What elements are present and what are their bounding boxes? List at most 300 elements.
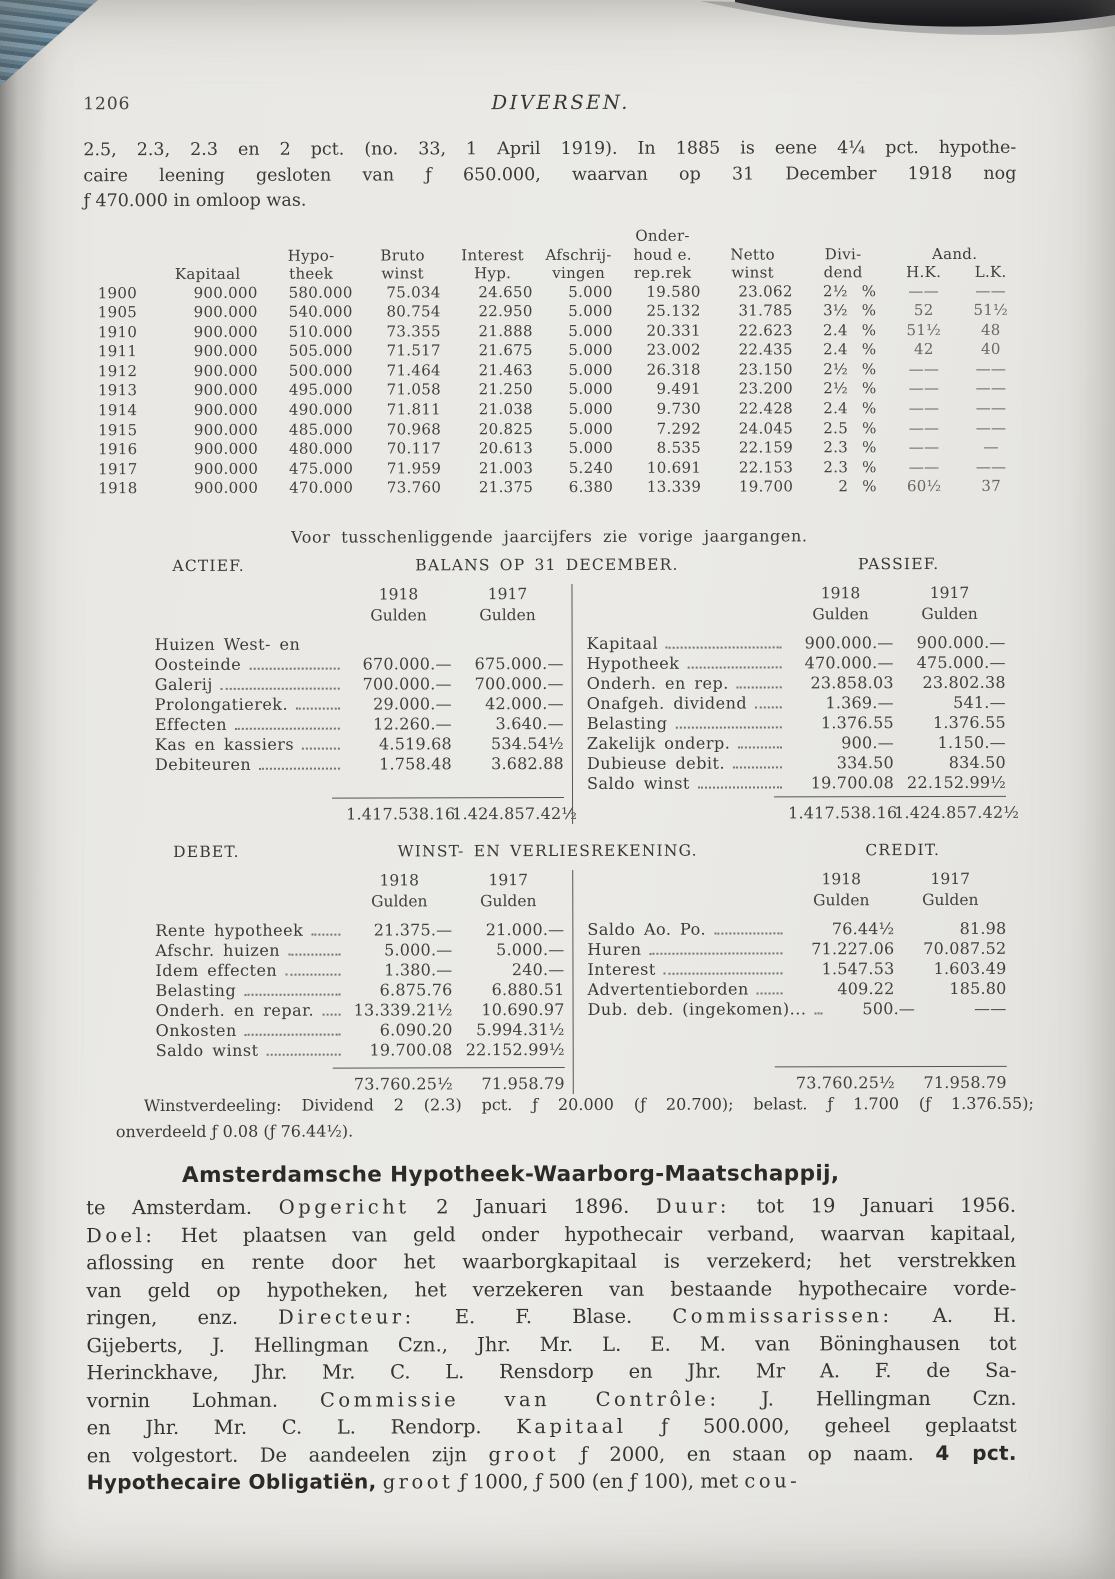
dotted-leader bbox=[714, 932, 782, 934]
cell: 9.730 bbox=[656, 399, 702, 418]
balance-actief bbox=[84, 584, 578, 825]
dotted-leader bbox=[737, 686, 782, 688]
cell: 20.825 bbox=[478, 419, 534, 438]
cell: 21.375 bbox=[478, 478, 534, 497]
col-header-winst-netto: winst bbox=[731, 263, 774, 282]
company-line bbox=[87, 1412, 1017, 1442]
credit-total-1918: 73.760.25½ bbox=[795, 1073, 895, 1093]
line-item bbox=[587, 939, 1006, 960]
line-item bbox=[587, 733, 1006, 754]
cell: 24.045 bbox=[738, 419, 794, 438]
company-line bbox=[87, 1467, 1017, 1497]
cell: 475.000 bbox=[288, 459, 354, 478]
col-header-bruto: Bruto bbox=[380, 245, 425, 264]
value-1917: 5.000.— bbox=[496, 939, 565, 960]
value-1918: 5.000.— bbox=[384, 940, 453, 960]
winstverdeeling-paragraph bbox=[86, 1091, 1034, 1145]
item-label: Kas en kassiers bbox=[154, 734, 295, 755]
cell: 1911 bbox=[97, 342, 138, 361]
total-rule bbox=[774, 796, 1006, 798]
text-segment: E. F. Blase. bbox=[414, 1304, 673, 1329]
value-1917: 700.000.— bbox=[474, 673, 564, 694]
cell: 51½ bbox=[906, 320, 942, 339]
text-segment: en volgestort. De aandeelen zijn bbox=[86, 1442, 489, 1467]
cell: 70.968 bbox=[386, 419, 442, 439]
value-1918: 12.260.— bbox=[373, 714, 452, 734]
dotted-leader bbox=[267, 1054, 341, 1056]
col-header-reprek: rep.rek bbox=[633, 263, 692, 282]
cell: 21.675 bbox=[478, 341, 533, 360]
cell: 540.000 bbox=[288, 302, 353, 321]
item-label: Prolongatierek. bbox=[154, 694, 289, 715]
year-row bbox=[94, 281, 1024, 303]
text-segment: Directeur: bbox=[278, 1305, 415, 1329]
text-segment: cou- bbox=[744, 1469, 801, 1493]
year-row bbox=[94, 360, 1024, 382]
total-rule bbox=[332, 797, 564, 799]
cell: 60½ bbox=[906, 477, 942, 496]
cell: 2.4 bbox=[823, 320, 848, 339]
value-1918: 1.376.55 bbox=[820, 713, 894, 733]
year-row bbox=[94, 418, 1024, 440]
cell: 22.153 bbox=[738, 458, 794, 477]
text-segment: ƒ 2000, en staan op naam. bbox=[559, 1441, 936, 1466]
cell: 1913 bbox=[97, 381, 138, 400]
cell: % bbox=[862, 477, 877, 496]
cell: 900.000 bbox=[193, 459, 259, 478]
value-1918: 334.50 bbox=[836, 753, 894, 773]
dotted-leader bbox=[296, 708, 340, 710]
cell: 52 bbox=[913, 301, 934, 320]
cell: 22.950 bbox=[478, 302, 533, 321]
cell: 2.3 bbox=[823, 458, 849, 477]
cell: 71.811 bbox=[386, 400, 442, 419]
text-segment: vornin Lohman. bbox=[86, 1388, 320, 1412]
value-1917: 70.087.52 bbox=[923, 938, 1007, 959]
cell: —— bbox=[908, 281, 940, 300]
pnl-credit bbox=[572, 869, 1011, 1094]
dotted-leader bbox=[221, 688, 340, 690]
col-header-lk: L.K. bbox=[974, 262, 1007, 281]
cell: 505.000 bbox=[288, 341, 353, 360]
actief-label: ACTIEF. bbox=[172, 556, 245, 576]
line-item bbox=[587, 919, 1006, 940]
value-1917: 5.994.31½ bbox=[476, 1019, 565, 1040]
line-item bbox=[155, 654, 564, 675]
value-1918: 900.— bbox=[841, 733, 894, 753]
cell: —— bbox=[908, 457, 940, 476]
text-segment: groot bbox=[382, 1470, 454, 1494]
year-row bbox=[94, 301, 1024, 323]
value-1918: 1.369.— bbox=[825, 693, 894, 713]
cell: 20.613 bbox=[478, 439, 534, 458]
col-header-netto: Netto bbox=[730, 244, 775, 264]
value-1917: 185.80 bbox=[949, 978, 1007, 998]
cell: 23.200 bbox=[738, 379, 793, 398]
value-1918: 21.375.— bbox=[373, 920, 453, 940]
text-segment: van geld op hypotheken, het verzekeren van bestaande hypothecaire vorde- bbox=[86, 1276, 1017, 1302]
value-1918: 19.700.08 bbox=[369, 1040, 453, 1060]
cell: 1915 bbox=[98, 420, 138, 439]
cell: 7.292 bbox=[656, 419, 702, 438]
cell: —— bbox=[975, 457, 1007, 476]
cell: 22.435 bbox=[738, 340, 793, 359]
winstverdeeling-line: Winstverdeeling: Dividend 2 (2.3) pct. ƒ 20.000 (ƒ 20.700); belast. ƒ 1.700 (ƒ 1.376.55); bbox=[143, 1093, 1034, 1116]
cell: % bbox=[862, 438, 877, 457]
balance-passief-items bbox=[587, 633, 1006, 794]
total-rule bbox=[333, 1067, 565, 1069]
cell: 5.000 bbox=[568, 360, 613, 379]
line-item bbox=[587, 959, 1006, 980]
cell: 22.159 bbox=[738, 438, 794, 457]
cell: 22.623 bbox=[738, 321, 793, 340]
year-row bbox=[94, 458, 1024, 480]
cell: 900.000 bbox=[193, 342, 258, 361]
dotted-leader bbox=[285, 974, 340, 976]
cell: 900.000 bbox=[193, 361, 258, 380]
cell: —— bbox=[975, 379, 1007, 398]
company-paragraph bbox=[86, 1159, 1017, 1497]
cell: 70.117 bbox=[386, 439, 442, 458]
text-segment: groot bbox=[488, 1442, 560, 1466]
actief-column-headers bbox=[154, 584, 563, 631]
cell: 900.000 bbox=[194, 479, 259, 498]
intro-line: caire leening gesloten van ƒ 650.000, waarvan op 31 December 1918 nog bbox=[83, 163, 1017, 186]
col-1917: 1917 Gulden bbox=[479, 585, 536, 625]
value-1918: 29.000.— bbox=[373, 694, 452, 714]
actief-totals bbox=[155, 802, 578, 825]
col-1918: 1918 Gulden bbox=[370, 585, 427, 625]
cell: 71.058 bbox=[386, 380, 441, 399]
cell: — bbox=[983, 438, 999, 457]
company-line bbox=[86, 1247, 1016, 1277]
page-number: 1206 bbox=[83, 94, 131, 115]
passief-label: PASSIEF. bbox=[857, 554, 940, 574]
item-label: Onkosten bbox=[155, 1020, 237, 1041]
cell: 900.000 bbox=[193, 381, 258, 400]
line-item bbox=[155, 960, 564, 981]
cell: 5.000 bbox=[568, 301, 613, 321]
line-item bbox=[155, 754, 564, 775]
cell: 5.000 bbox=[568, 380, 613, 399]
cell: —— bbox=[975, 418, 1007, 437]
cell: 5.000 bbox=[568, 419, 614, 438]
cell: % bbox=[862, 458, 877, 477]
item-label: Idem effecten bbox=[155, 960, 278, 981]
company-line bbox=[86, 1274, 1016, 1304]
cell: 1900 bbox=[97, 283, 138, 302]
balance-titles bbox=[84, 555, 1009, 581]
text-segment: te Amsterdam. bbox=[86, 1195, 279, 1220]
cell: 2½ bbox=[823, 360, 848, 379]
cell: 23.150 bbox=[738, 360, 793, 379]
intro-line: 2.5, 2.3, 2.3 en 2 pct. (no. 33, 1 April 1919). In 1885 is eene 4¼ pct. hypothe- bbox=[83, 137, 1017, 161]
credit-label: CREDIT. bbox=[865, 840, 941, 860]
item-label: Galerij bbox=[154, 674, 213, 695]
running-title: DIVERSEN. bbox=[491, 90, 630, 115]
value-1917: 21.000.— bbox=[485, 919, 565, 940]
cell: 2½ bbox=[823, 379, 848, 398]
value-1917: 6.880.51 bbox=[491, 979, 565, 1000]
value-1917: —— bbox=[974, 998, 1007, 1018]
passief-total-1917: 1.424.857.42½ bbox=[894, 802, 1020, 823]
cell: 23.002 bbox=[646, 340, 701, 360]
text-segment: Kapitaal bbox=[516, 1414, 627, 1439]
cell: 5.000 bbox=[568, 321, 613, 340]
col-header-hk: H.K. bbox=[906, 262, 942, 282]
value-1917: 3.640.— bbox=[495, 713, 564, 734]
text-segment: ƒ 500.000, geheel geplaatst bbox=[626, 1413, 1017, 1438]
cell: 2.4 bbox=[823, 340, 848, 359]
value-1917: 23.802.38 bbox=[922, 672, 1006, 693]
value-1918: 6.090.20 bbox=[379, 1020, 453, 1040]
intro-paragraph bbox=[83, 136, 1016, 215]
line-item bbox=[155, 674, 564, 695]
line-item bbox=[155, 940, 564, 961]
col-header-afschrij: Afschrij- bbox=[545, 245, 612, 264]
line-item bbox=[587, 653, 1006, 674]
dotted-leader bbox=[259, 768, 340, 770]
item-label: Oosteinde bbox=[154, 654, 242, 675]
col-header-aand: Aand. bbox=[931, 244, 978, 263]
text-segment: tot 19 Januari 1956. bbox=[729, 1193, 1017, 1218]
col-header-kapitaal: Kapitaal bbox=[174, 264, 241, 284]
cell: 71.517 bbox=[386, 341, 441, 360]
cell: % bbox=[861, 340, 877, 359]
cell: 21.888 bbox=[478, 321, 533, 340]
cell: 24.650 bbox=[478, 282, 533, 301]
dotted-leader bbox=[814, 1012, 822, 1014]
cell: 580.000 bbox=[288, 283, 353, 302]
dotted-leader bbox=[733, 766, 782, 768]
text-segment: aflossing en rente door het waarborgkapitaal is verzekerd; het verstrekken bbox=[86, 1248, 1017, 1275]
value-1918: 670.000.— bbox=[362, 654, 452, 674]
company-line bbox=[86, 1329, 1016, 1359]
year-row bbox=[94, 399, 1024, 421]
line-item bbox=[155, 714, 564, 735]
text-segment: Doel: bbox=[86, 1223, 156, 1247]
line-item bbox=[587, 693, 1006, 714]
text-segment: Gijeberts, J. Hellingman Czn., Jhr. Mr. L. E. M. van Böninghausen tot bbox=[86, 1331, 1017, 1357]
line-item bbox=[156, 1020, 565, 1041]
col-1917: 1917 Gulden bbox=[480, 871, 537, 911]
cell: 19.580 bbox=[646, 282, 701, 301]
value-1917: 42.000.— bbox=[485, 693, 564, 714]
col-header-hyp: Hyp. bbox=[474, 264, 512, 283]
value-1918: 1.547.53 bbox=[821, 959, 895, 979]
year-row bbox=[94, 379, 1024, 401]
dotted-leader bbox=[666, 646, 782, 648]
item-label: Belasting bbox=[155, 980, 237, 1001]
col-header-interest: Interest bbox=[461, 245, 524, 264]
text-segment: 2 Januari 1896. bbox=[409, 1194, 656, 1219]
dotted-leader bbox=[755, 706, 782, 708]
debet-column-headers bbox=[155, 870, 564, 917]
company-line bbox=[86, 1302, 1016, 1332]
cell: 1910 bbox=[97, 322, 138, 341]
cell: 40 bbox=[980, 340, 1001, 359]
debet-total-1917: 71.958.79 bbox=[481, 1073, 565, 1094]
intro-line: ƒ 470.000 in omloop was. bbox=[83, 190, 307, 212]
item-label: Debiteuren bbox=[154, 754, 252, 775]
value-1917: 534.54½ bbox=[490, 733, 564, 754]
dotted-leader bbox=[245, 1034, 341, 1036]
cell: 900.000 bbox=[193, 283, 258, 302]
dotted-leader bbox=[738, 746, 782, 748]
balance-passief bbox=[571, 583, 1020, 824]
line-item bbox=[587, 979, 1006, 1000]
value-1917: 834.50 bbox=[948, 752, 1006, 772]
cell: 900.000 bbox=[193, 302, 258, 322]
cell: 3½ bbox=[823, 301, 848, 320]
item-label: Saldo winst bbox=[155, 1040, 259, 1061]
balance-section bbox=[84, 554, 1020, 825]
value-1918: 76.44½ bbox=[831, 919, 895, 939]
cell: 5.240 bbox=[568, 458, 614, 477]
cell: 80.754 bbox=[386, 302, 441, 321]
actief-total-1918: 1.417.538.16 bbox=[346, 804, 456, 824]
cell: 1905 bbox=[97, 303, 138, 322]
line-item bbox=[156, 1000, 565, 1021]
value-1917: 240.— bbox=[511, 959, 565, 980]
cell: 25.132 bbox=[646, 301, 701, 320]
cell: 480.000 bbox=[288, 439, 354, 458]
cell: 900.000 bbox=[193, 440, 259, 459]
line-item bbox=[155, 694, 564, 715]
cell: —— bbox=[908, 379, 940, 398]
cell: 42 bbox=[913, 340, 934, 359]
col-1917: 1917 Gulden bbox=[922, 869, 979, 910]
cell: 900.000 bbox=[193, 420, 259, 439]
text-segment: Commissie van Contrôle: bbox=[319, 1387, 720, 1412]
cell: 2.4 bbox=[823, 399, 849, 418]
cell: % bbox=[861, 301, 877, 320]
item-label: Onderh. en rep. bbox=[586, 673, 729, 693]
item-label: Onafgeh. dividend bbox=[586, 693, 748, 713]
text-segment: Opgericht bbox=[278, 1195, 410, 1219]
col-1918: 1918 Gulden bbox=[371, 871, 428, 911]
cell: 900.000 bbox=[193, 400, 259, 420]
text-segment: ƒ 1000, ƒ 500 (en ƒ 100), met bbox=[453, 1469, 745, 1494]
value-1917: 1.150.— bbox=[937, 732, 1006, 753]
cell: —— bbox=[975, 281, 1007, 300]
value-1917: 10.690.97 bbox=[481, 999, 565, 1020]
text-segment: Duur: bbox=[655, 1194, 731, 1218]
value-1918: 1.380.— bbox=[384, 960, 453, 980]
cell: 490.000 bbox=[288, 400, 354, 419]
value-1917: 541.— bbox=[953, 692, 1006, 712]
value-1918: 1.758.48 bbox=[379, 754, 452, 774]
value-1918: 13.339.21½ bbox=[353, 1000, 453, 1020]
total-rule bbox=[775, 1066, 1007, 1068]
cell: 2½ bbox=[822, 281, 848, 300]
cell: 31.785 bbox=[738, 301, 793, 320]
text-segment: Het plaatsen van geld onder hypothecair verband, waarvan kapitaal, bbox=[155, 1221, 1017, 1247]
col-header-dend: dend bbox=[823, 263, 863, 282]
pnl-title: WINST- EN VERLIESREKENING. bbox=[397, 841, 698, 861]
cell: 23.062 bbox=[738, 281, 793, 301]
dotted-leader bbox=[664, 972, 783, 974]
value-1917: 3.682.88 bbox=[491, 753, 564, 774]
cell: 2.5 bbox=[823, 418, 849, 437]
item-label: Rente hypotheek bbox=[155, 920, 304, 941]
value-1917: 22.152.99½ bbox=[465, 1039, 565, 1060]
text-segment: Commissarissen: bbox=[672, 1304, 893, 1328]
dotted-leader bbox=[687, 666, 781, 668]
cell: 22.428 bbox=[738, 399, 794, 418]
item-label: Saldo winst bbox=[586, 773, 690, 793]
cell: 9.491 bbox=[656, 380, 701, 399]
cell: 75.034 bbox=[386, 282, 441, 301]
cell: 37 bbox=[981, 477, 1002, 496]
dotted-leader bbox=[757, 992, 783, 994]
col-header-vingen: vingen bbox=[552, 263, 606, 283]
dotted-leader bbox=[244, 994, 340, 996]
line-item bbox=[587, 753, 1006, 774]
year-row bbox=[94, 438, 1024, 460]
value-1918: 500.— bbox=[862, 999, 916, 1019]
cell: 13.339 bbox=[646, 478, 702, 497]
dotted-leader bbox=[249, 668, 340, 670]
item-label: Interest bbox=[587, 959, 656, 979]
cell: 51½ bbox=[973, 300, 1009, 320]
line-item bbox=[156, 1040, 565, 1061]
text-segment: 4 pct. bbox=[935, 1440, 1017, 1465]
line-item bbox=[587, 773, 1006, 794]
year-table-body bbox=[94, 281, 1025, 499]
text-segment: Herinckhave, Jhr. Mr. C. L. Rensdorp en Jhr. Mr A. F. de Sa- bbox=[86, 1358, 1017, 1385]
line-item bbox=[587, 673, 1006, 694]
company-line bbox=[86, 1357, 1016, 1387]
cell: 470.000 bbox=[289, 478, 354, 498]
winstverdeeling-line: onverdeeld ƒ 0.08 (ƒ 76.44½). bbox=[115, 1121, 354, 1142]
cell: 1914 bbox=[97, 401, 138, 420]
cell: 495.000 bbox=[288, 381, 353, 400]
cell: 1918 bbox=[98, 479, 138, 498]
year-row bbox=[94, 340, 1024, 362]
value-1917: 22.152.99½ bbox=[907, 772, 1007, 793]
value-1917: 675.000.— bbox=[474, 653, 564, 674]
value-1917: 1.603.49 bbox=[933, 958, 1007, 979]
text-segment: ringen, enz. bbox=[86, 1305, 279, 1330]
col-header-hypo: Hypo- bbox=[287, 246, 335, 265]
value-1917: 475.000.— bbox=[916, 652, 1006, 673]
line-item bbox=[588, 999, 1007, 1020]
text-segment: Hypothecaire Obligatiën, bbox=[86, 1469, 377, 1495]
col-header-divi: Divi- bbox=[824, 244, 862, 263]
cell: 2 bbox=[838, 477, 849, 496]
value-1918: 23.858.03 bbox=[810, 673, 894, 693]
company-lines bbox=[86, 1192, 1017, 1497]
cell: % bbox=[862, 418, 877, 437]
passief-column-headers bbox=[586, 583, 1005, 630]
cell: 900.000 bbox=[193, 322, 258, 341]
cell: 5.000 bbox=[568, 341, 613, 360]
cell: 48 bbox=[980, 320, 1001, 339]
running-header bbox=[83, 90, 1038, 119]
cell: 1917 bbox=[98, 459, 138, 479]
item-label: Dub. deb. (ingekomen)... bbox=[587, 999, 807, 1019]
value-1918: 900.000.— bbox=[804, 633, 894, 653]
company-heading: Amsterdamsche Hypotheek-Waarborg-Maatschappij, bbox=[181, 1161, 840, 1188]
col-1917: 1917 Gulden bbox=[921, 583, 978, 624]
cell: 73.355 bbox=[386, 321, 441, 341]
dotted-leader bbox=[650, 952, 783, 954]
cell: 21.463 bbox=[478, 360, 533, 380]
cell: 73.760 bbox=[386, 478, 442, 497]
credit-total-1917: 71.958.79 bbox=[923, 1072, 1007, 1093]
cell: 26.318 bbox=[646, 360, 701, 379]
